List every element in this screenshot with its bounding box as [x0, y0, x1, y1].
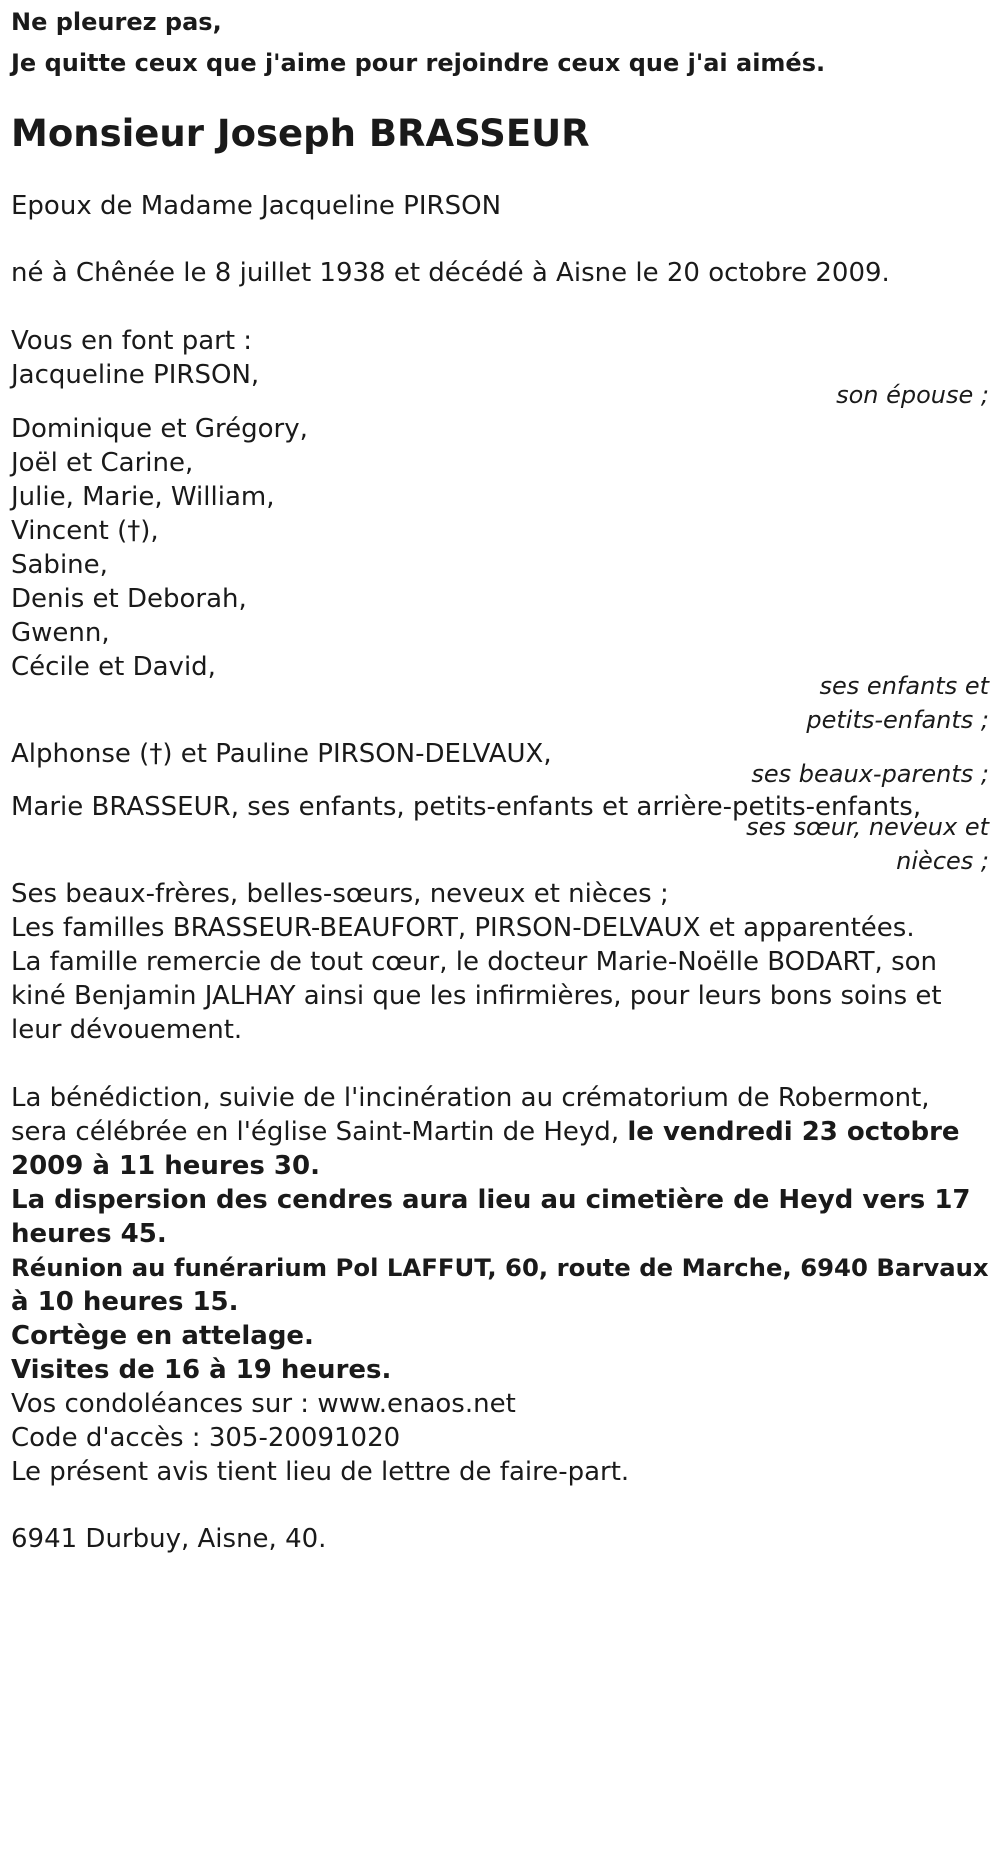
- quote-line-1: Ne pleurez pas,: [11, 8, 222, 36]
- dispersion-line: heures 45.: [11, 1219, 167, 1249]
- child-line: Julie, Marie, William,: [11, 482, 275, 512]
- ceremony-church: sera célébrée en l'église Saint-Martin de Heyd,: [11, 1117, 628, 1147]
- other-family-line: Les familles BRASSEUR-BEAUFORT, PIRSON-DELVAUX et apparentées.: [11, 913, 915, 943]
- sister-line: Marie BRASSEUR, ses enfants, petits-enfants et arrière-petits-enfants,: [11, 792, 922, 822]
- visits-line: Visites de 16 à 19 heures.: [11, 1355, 392, 1385]
- cortege-line: Cortège en attelage.: [11, 1321, 314, 1351]
- thanks-line: La famille remercie de tout cœur, le docteur Marie-Noëlle BODART, son: [11, 947, 937, 977]
- child-line: Joël et Carine,: [11, 448, 194, 478]
- sister-role-2: nièces ;: [896, 847, 989, 875]
- quote-line-2: Je quitte ceux que j'aime pour rejoindre ceux que j'ai aimés.: [11, 49, 826, 77]
- other-family-line: Ses beaux-frères, belles-sœurs, neveux et nièces ;: [11, 879, 669, 909]
- child-line: Vincent (†),: [11, 516, 159, 546]
- condolences-line: Vos condoléances sur : www.enaos.net: [11, 1389, 516, 1419]
- thanks-line: leur dévouement.: [11, 1015, 243, 1045]
- ceremony-time: 2009 à 11 heures 30.: [11, 1151, 320, 1181]
- deceased-name: Monsieur Joseph BRASSEUR: [11, 112, 590, 155]
- child-line: Gwenn,: [11, 618, 110, 648]
- notice-line: Le présent avis tient lieu de lettre de faire-part.: [11, 1457, 630, 1487]
- child-line: Denis et Deborah,: [11, 584, 247, 614]
- announce-line: Vous en font part :: [11, 326, 253, 356]
- access-code-line: Code d'accès : 305-20091020: [11, 1423, 401, 1453]
- inlaws-line: Alphonse (†) et Pauline PIRSON-DELVAUX,: [11, 739, 552, 769]
- child-line: Cécile et David,: [11, 652, 216, 682]
- ceremony-line: La bénédiction, suivie de l'incinération au crématorium de Robermont,: [11, 1083, 930, 1113]
- thanks-line: kiné Benjamin JALHAY ainsi que les infirmières, pour leurs bons soins et: [11, 981, 942, 1011]
- children-role-2: petits-enfants ;: [806, 706, 989, 734]
- child-line: Dominique et Grégory,: [11, 414, 308, 444]
- birth-death-line: né à Chênée le 8 juillet 1938 et décédé à Aisne le 20 octobre 2009.: [11, 258, 890, 288]
- spouse-line: Epoux de Madame Jacqueline PIRSON: [11, 191, 502, 221]
- meeting-line: Réunion au funérarium Pol LAFFUT, 60, route de Marche, 6940 Barvaux: [11, 1253, 989, 1282]
- family-spouse: Jacqueline PIRSON,: [11, 360, 260, 390]
- sister-role-1: ses sœur, neveux et: [746, 813, 989, 841]
- dispersion-line: La dispersion des cendres aura lieu au cimetière de Heyd vers 17: [11, 1185, 971, 1215]
- children-role-1: ses enfants et: [819, 672, 989, 700]
- family-spouse-role: son épouse ;: [836, 381, 989, 409]
- inlaws-role: ses beaux-parents ;: [751, 760, 989, 788]
- address-line: 6941 Durbuy, Aisne, 40.: [11, 1524, 327, 1554]
- child-line: Sabine,: [11, 550, 108, 580]
- meeting-line: à 10 heures 15.: [11, 1287, 239, 1317]
- ceremony-date: le vendredi 23 octobre: [627, 1117, 960, 1147]
